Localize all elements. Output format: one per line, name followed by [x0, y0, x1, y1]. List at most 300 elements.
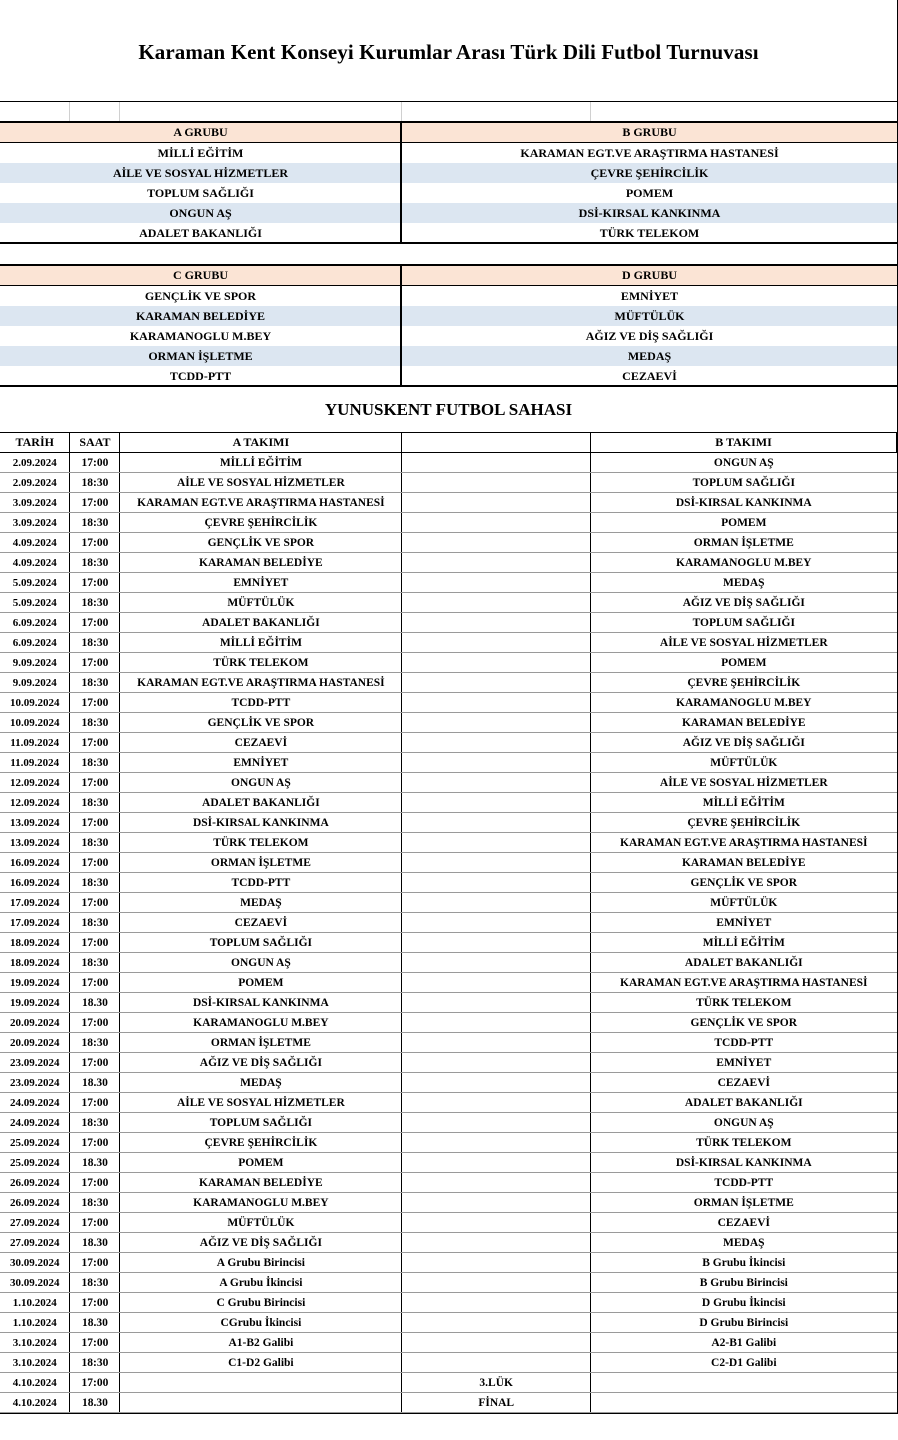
team-a: ADALET BAKANLIĞI [120, 793, 402, 813]
team-name: ÇEVRE ŞEHİRCİLİK [402, 163, 897, 183]
match-note [402, 473, 591, 493]
blank-row [0, 102, 897, 122]
team-name: EMNİYET [620, 289, 679, 303]
match-date: 16.09.2024 [0, 873, 70, 893]
team-b [591, 1393, 897, 1413]
match-time: 18.30 [70, 1313, 120, 1333]
match-date: 19.09.2024 [0, 973, 70, 993]
match-date: 4.09.2024 [0, 533, 70, 553]
match-date: 25.09.2024 [0, 1133, 70, 1153]
match-date: 17.09.2024 [0, 893, 70, 913]
header-middle [402, 433, 591, 453]
table-row [0, 573, 897, 593]
match-date: 26.09.2024 [0, 1193, 70, 1213]
table-row [0, 593, 897, 613]
match-note [402, 1333, 591, 1353]
match-note [402, 693, 591, 713]
match-note [402, 593, 591, 613]
table-row [0, 1033, 897, 1053]
team-b: ONGUN AŞ [591, 1113, 897, 1133]
team-b: TÜRK TELEKOM [591, 993, 897, 1013]
team-a: KARAMANOGLU M.BEY [120, 1193, 402, 1213]
team-name: DSİ-KIRSAL KANKINMA [402, 203, 897, 223]
group-row [0, 286, 897, 306]
team-a: DSİ-KIRSAL KANKINMA [120, 993, 402, 1013]
match-note [402, 453, 591, 473]
match-date: 20.09.2024 [0, 1013, 70, 1033]
match-time: 17:00 [70, 1013, 120, 1033]
table-row [0, 973, 897, 993]
table-row [0, 1253, 897, 1273]
match-date: 17.09.2024 [0, 913, 70, 933]
page-title [0, 0, 897, 102]
team-a: MEDAŞ [120, 893, 402, 913]
team-b: MÜFTÜLÜK [591, 893, 897, 913]
header-team-b: B TAKIMI [591, 433, 897, 453]
group-row [0, 143, 897, 163]
team-b: ADALET BAKANLIĞI [591, 1093, 897, 1113]
team-b: AĞIZ VE DİŞ SAĞLIĞI [591, 593, 897, 613]
team-a: MÜFTÜLÜK [120, 1213, 402, 1233]
match-date: 13.09.2024 [0, 833, 70, 853]
match-date: 5.09.2024 [0, 593, 70, 613]
team-a: ADALET BAKANLIĞI [120, 613, 402, 633]
title-text: Karaman Kent Konseyi Kurumlar Arası Türk Dili Futbol Turnuvası [138, 40, 759, 64]
match-date: 2.09.2024 [0, 453, 70, 473]
match-note [402, 933, 591, 953]
group-row [0, 163, 897, 183]
match-note [402, 653, 591, 673]
match-note [402, 1053, 591, 1073]
team-name: GENÇLİK VE SPOR [144, 289, 257, 303]
match-note [402, 813, 591, 833]
group-a-header: A GRUBU [173, 125, 228, 139]
match-time: 18:30 [70, 633, 120, 653]
team-a: TCDD-PTT [120, 693, 402, 713]
match-time: 18:30 [70, 1033, 120, 1053]
match-note [402, 1153, 591, 1173]
team-name: ADALET BAKANLIĞI [139, 226, 262, 240]
match-date: 18.09.2024 [0, 953, 70, 973]
team-b: AİLE VE SOSYAL HİZMETLER [591, 773, 897, 793]
match-note [402, 873, 591, 893]
match-note: 3.LÜK [402, 1373, 591, 1393]
table-row [0, 613, 897, 633]
team-a: AĞIZ VE DİŞ SAĞLIĞI [120, 1233, 402, 1253]
groups-a-b [0, 121, 897, 244]
table-row [0, 653, 897, 673]
match-date: 6.09.2024 [0, 613, 70, 633]
team-a: MEDAŞ [120, 1073, 402, 1093]
team-name: TCDD-PTT [169, 369, 232, 383]
team-b: CEZAEVİ [591, 1213, 897, 1233]
team-b: MİLLİ EĞİTİM [591, 933, 897, 953]
team-b: EMNİYET [591, 913, 897, 933]
match-date: 9.09.2024 [0, 653, 70, 673]
table-row [0, 1113, 897, 1133]
table-row [0, 733, 897, 753]
table-row [0, 1133, 897, 1153]
match-time: 17:00 [70, 613, 120, 633]
match-note: FİNAL [402, 1393, 591, 1413]
team-name: ORMAN İŞLETME [0, 346, 401, 366]
team-b: D Grubu Birincisi [591, 1313, 897, 1333]
team-a: MİLLİ EĞİTİM [120, 633, 402, 653]
team-b: KARAMANOGLU M.BEY [591, 553, 897, 573]
match-date: 4.10.2024 [0, 1373, 70, 1393]
table-row [0, 493, 897, 513]
match-note [402, 1033, 591, 1053]
groups-c-d [0, 264, 897, 387]
match-date: 23.09.2024 [0, 1073, 70, 1093]
match-time: 18:30 [70, 953, 120, 973]
schedule-table [0, 432, 897, 1413]
match-time: 18:30 [70, 1193, 120, 1213]
match-note [402, 493, 591, 513]
match-time: 17:00 [70, 933, 120, 953]
match-time: 17:00 [70, 1293, 120, 1313]
match-time: 18.30 [70, 1233, 120, 1253]
match-time: 17:00 [70, 533, 120, 553]
team-b: EMNİYET [591, 1053, 897, 1073]
match-time: 18:30 [70, 913, 120, 933]
match-date: 10.09.2024 [0, 713, 70, 733]
match-time: 18.30 [70, 993, 120, 1013]
table-row [0, 753, 897, 773]
match-time: 18:30 [70, 673, 120, 693]
team-name: TÜRK TELEKOM [599, 226, 700, 240]
table-row [0, 813, 897, 833]
team-a: TOPLUM SAĞLIĞI [120, 933, 402, 953]
team-name: ONGUN AŞ [0, 203, 401, 223]
table-row [0, 633, 897, 653]
match-time: 18.30 [70, 1153, 120, 1173]
table-row [0, 713, 897, 733]
team-b: GENÇLİK VE SPOR [591, 873, 897, 893]
match-time: 17:00 [70, 813, 120, 833]
match-date: 30.09.2024 [0, 1253, 70, 1273]
team-a: MÜFTÜLÜK [120, 593, 402, 613]
table-row [0, 533, 897, 553]
team-name: MEDAŞ [402, 346, 897, 366]
team-b: MEDAŞ [591, 1233, 897, 1253]
team-a: A Grubu İkincisi [120, 1273, 402, 1293]
table-row [0, 773, 897, 793]
team-a: ORMAN İŞLETME [120, 1033, 402, 1053]
team-b: ORMAN İŞLETME [591, 1193, 897, 1213]
table-row [0, 893, 897, 913]
team-a: ONGUN AŞ [120, 773, 402, 793]
match-date: 12.09.2024 [0, 773, 70, 793]
match-date: 13.09.2024 [0, 813, 70, 833]
team-b: ONGUN AŞ [591, 453, 897, 473]
team-b: POMEM [591, 513, 897, 533]
team-b: ÇEVRE ŞEHİRCİLİK [591, 673, 897, 693]
match-note [402, 793, 591, 813]
match-note [402, 1113, 591, 1133]
table-row [0, 993, 897, 1013]
team-b: ADALET BAKANLIĞI [591, 953, 897, 973]
match-time: 17:00 [70, 1333, 120, 1353]
team-a: AĞIZ VE DİŞ SAĞLIĞI [120, 1053, 402, 1073]
team-a: CGrubu İkincisi [120, 1313, 402, 1333]
match-time: 17:00 [70, 1253, 120, 1273]
table-row [0, 913, 897, 933]
group-b-header: B GRUBU [622, 125, 677, 139]
team-b: GENÇLİK VE SPOR [591, 1013, 897, 1033]
table-row [0, 1153, 897, 1173]
team-a: TÜRK TELEKOM [120, 833, 402, 853]
table-row [0, 1313, 897, 1333]
venue-title [0, 389, 897, 431]
team-b: TÜRK TELEKOM [591, 1133, 897, 1153]
group-row [0, 203, 897, 223]
team-b: MİLLİ EĞİTİM [591, 793, 897, 813]
team-b: TOPLUM SAĞLIĞI [591, 613, 897, 633]
table-row [0, 1233, 897, 1253]
match-time: 17:00 [70, 453, 120, 473]
match-note [402, 853, 591, 873]
group-row [0, 183, 897, 203]
match-note [402, 753, 591, 773]
match-time: 17:00 [70, 893, 120, 913]
match-note [402, 1273, 591, 1293]
team-a: POMEM [120, 973, 402, 993]
table-row [0, 1213, 897, 1233]
table-row [0, 1273, 897, 1293]
team-a: TÜRK TELEKOM [120, 653, 402, 673]
group-row [0, 306, 897, 326]
match-date: 18.09.2024 [0, 933, 70, 953]
match-time: 18:30 [70, 593, 120, 613]
match-note [402, 553, 591, 573]
team-a: KARAMAN BELEDİYE [120, 1173, 402, 1193]
team-a: MİLLİ EĞİTİM [120, 453, 402, 473]
table-row [0, 1053, 897, 1073]
team-name: MİLLİ EĞİTİM [157, 146, 244, 160]
match-date: 9.09.2024 [0, 673, 70, 693]
team-b: ÇEVRE ŞEHİRCİLİK [591, 813, 897, 833]
venue-text: YUNUSKENT FUTBOL SAHASI [324, 400, 573, 419]
match-time: 17:00 [70, 853, 120, 873]
table-row [0, 953, 897, 973]
match-date: 1.10.2024 [0, 1313, 70, 1333]
match-time: 18:30 [70, 513, 120, 533]
match-note [402, 573, 591, 593]
match-time: 17:00 [70, 1093, 120, 1113]
match-note [402, 713, 591, 733]
team-name: MÜFTÜLÜK [402, 306, 897, 326]
team-b: A2-B1 Galibi [591, 1333, 897, 1353]
match-date: 27.09.2024 [0, 1233, 70, 1253]
team-b: TCDD-PTT [591, 1033, 897, 1053]
team-a: ORMAN İŞLETME [120, 853, 402, 873]
team-a: AİLE VE SOSYAL HİZMETLER [120, 1093, 402, 1113]
team-a: GENÇLİK VE SPOR [120, 713, 402, 733]
team-name: POMEM [625, 186, 674, 200]
match-note [402, 993, 591, 1013]
match-note [402, 633, 591, 653]
team-name: KARAMANOGLU M.BEY [129, 329, 272, 343]
match-time: 17:00 [70, 573, 120, 593]
match-date: 4.09.2024 [0, 553, 70, 573]
match-date: 27.09.2024 [0, 1213, 70, 1233]
match-time: 18:30 [70, 1353, 120, 1373]
team-b: AĞIZ VE DİŞ SAĞLIĞI [591, 733, 897, 753]
table-row [0, 1393, 897, 1413]
match-time: 17:00 [70, 1133, 120, 1153]
team-a: A Grubu Birincisi [120, 1253, 402, 1273]
table-row [0, 673, 897, 693]
team-b: TOPLUM SAĞLIĞI [591, 473, 897, 493]
team-a: KARAMANOGLU M.BEY [120, 1013, 402, 1033]
team-b: KARAMAN BELEDİYE [591, 713, 897, 733]
team-a: CEZAEVİ [120, 913, 402, 933]
table-row [0, 1353, 897, 1373]
match-note [402, 1133, 591, 1153]
team-a: GENÇLİK VE SPOR [120, 533, 402, 553]
team-b: D Grubu İkincisi [591, 1293, 897, 1313]
team-a: C Grubu Birincisi [120, 1293, 402, 1313]
team-b: MÜFTÜLÜK [591, 753, 897, 773]
match-note [402, 533, 591, 553]
table-row [0, 793, 897, 813]
schedule-header-row [0, 433, 897, 453]
table-row [0, 1293, 897, 1313]
match-date: 6.09.2024 [0, 633, 70, 653]
match-date: 25.09.2024 [0, 1153, 70, 1173]
match-note [402, 1353, 591, 1373]
match-time: 17:00 [70, 773, 120, 793]
match-time: 18.30 [70, 1073, 120, 1093]
team-a: KARAMAN EGT.VE ARAŞTIRMA HASTANESİ [120, 493, 402, 513]
match-date: 24.09.2024 [0, 1113, 70, 1133]
team-a: DSİ-KIRSAL KANKINMA [120, 813, 402, 833]
team-a: ONGUN AŞ [120, 953, 402, 973]
match-note [402, 1253, 591, 1273]
match-date: 2.09.2024 [0, 473, 70, 493]
match-note [402, 673, 591, 693]
group-row [0, 326, 897, 346]
header-team-a: A TAKIMI [120, 433, 402, 453]
team-b: KARAMAN EGT.VE ARAŞTIRMA HASTANESİ [591, 973, 897, 993]
match-time: 18:30 [70, 473, 120, 493]
match-note [402, 773, 591, 793]
match-time: 18:30 [70, 713, 120, 733]
match-date: 23.09.2024 [0, 1053, 70, 1073]
match-note [402, 613, 591, 633]
team-name: CEZAEVİ [622, 369, 677, 383]
team-b: C2-D1 Galibi [591, 1353, 897, 1373]
match-date: 16.09.2024 [0, 853, 70, 873]
team-a: EMNİYET [120, 573, 402, 593]
team-a: TOPLUM SAĞLIĞI [120, 1113, 402, 1133]
team-b: KARAMAN EGT.VE ARAŞTIRMA HASTANESİ [591, 833, 897, 853]
team-name: AĞIZ VE DİŞ SAĞLIĞI [585, 329, 714, 343]
match-date: 12.09.2024 [0, 793, 70, 813]
match-note [402, 1233, 591, 1253]
match-date: 1.10.2024 [0, 1293, 70, 1313]
team-b: CEZAEVİ [591, 1073, 897, 1093]
match-note [402, 1173, 591, 1193]
match-date: 3.09.2024 [0, 513, 70, 533]
match-note [402, 913, 591, 933]
team-b [591, 1373, 897, 1393]
team-b: KARAMANOGLU M.BEY [591, 693, 897, 713]
team-b: KARAMAN BELEDİYE [591, 853, 897, 873]
match-time: 18:30 [70, 1273, 120, 1293]
match-date: 19.09.2024 [0, 993, 70, 1013]
match-note [402, 1213, 591, 1233]
group-row [0, 223, 897, 243]
match-note [402, 953, 591, 973]
match-time: 17:00 [70, 1213, 120, 1233]
team-a: C1-D2 Galibi [120, 1353, 402, 1373]
team-a [120, 1373, 402, 1393]
match-time: 18:30 [70, 753, 120, 773]
table-row [0, 853, 897, 873]
match-note [402, 1193, 591, 1213]
match-date: 3.10.2024 [0, 1333, 70, 1353]
team-a: KARAMAN EGT.VE ARAŞTIRMA HASTANESİ [120, 673, 402, 693]
team-b: POMEM [591, 653, 897, 673]
match-time: 18:30 [70, 1113, 120, 1133]
match-date: 11.09.2024 [0, 753, 70, 773]
group-c-header: C GRUBU [172, 268, 228, 282]
team-a: A1-B2 Galibi [120, 1333, 402, 1353]
table-row [0, 693, 897, 713]
table-row [0, 1373, 897, 1393]
header-date: TARİH [0, 433, 70, 453]
team-b: ORMAN İŞLETME [591, 533, 897, 553]
match-date: 30.09.2024 [0, 1273, 70, 1293]
match-time: 18:30 [70, 553, 120, 573]
match-note [402, 1313, 591, 1333]
match-time: 18:30 [70, 833, 120, 853]
team-a: KARAMAN BELEDİYE [120, 553, 402, 573]
team-b: MEDAŞ [591, 573, 897, 593]
team-b: B Grubu Birincisi [591, 1273, 897, 1293]
team-a: ÇEVRE ŞEHİRCİLİK [120, 513, 402, 533]
match-time: 18:30 [70, 793, 120, 813]
table-row [0, 1333, 897, 1353]
team-name: AİLE VE SOSYAL HİZMETLER [0, 163, 401, 183]
table-row [0, 1013, 897, 1033]
header-time: SAAT [70, 433, 120, 453]
table-row [0, 453, 897, 473]
team-a [120, 1393, 402, 1413]
match-time: 17:00 [70, 1373, 120, 1393]
table-row [0, 1073, 897, 1093]
team-name: TOPLUM SAĞLIĞI [147, 186, 254, 200]
match-time: 17:00 [70, 693, 120, 713]
team-b: TCDD-PTT [591, 1173, 897, 1193]
match-date: 10.09.2024 [0, 693, 70, 713]
match-date: 4.10.2024 [0, 1393, 70, 1413]
team-name: KARAMAN BELEDİYE [0, 306, 401, 326]
match-date: 26.09.2024 [0, 1173, 70, 1193]
team-b: AİLE VE SOSYAL HİZMETLER [591, 633, 897, 653]
team-b: DSİ-KIRSAL KANKINMA [591, 1153, 897, 1173]
team-a: CEZAEVİ [120, 733, 402, 753]
match-note [402, 1093, 591, 1113]
match-time: 17:00 [70, 1173, 120, 1193]
match-note [402, 893, 591, 913]
team-a: AİLE VE SOSYAL HİZMETLER [120, 473, 402, 493]
table-row [0, 513, 897, 533]
match-note [402, 1013, 591, 1033]
table-row [0, 873, 897, 893]
